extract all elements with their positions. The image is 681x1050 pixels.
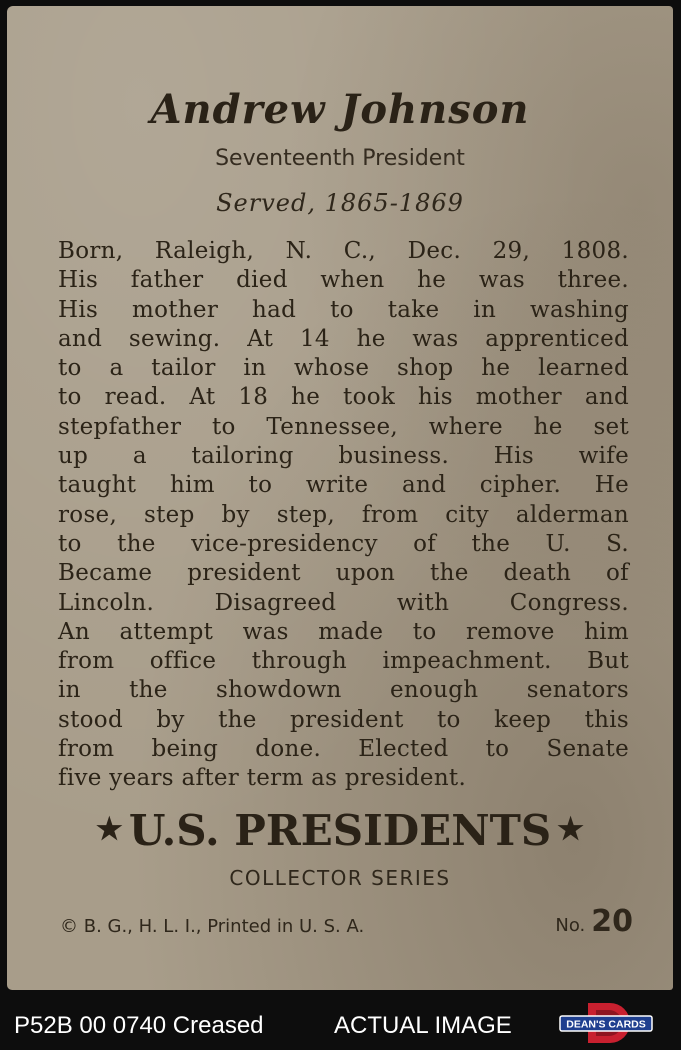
star-icon: ★ (95, 812, 123, 847)
card-number (555, 904, 633, 939)
bio-line: to a tailor in whose shop he learned (58, 355, 629, 382)
actual-image-label: ACTUAL IMAGE (334, 1012, 512, 1039)
bio-line: stood by the president to keep this (58, 706, 629, 733)
trading-card-back (7, 6, 673, 990)
president-ordinal: Seventeenth President (215, 146, 465, 171)
bio-line: Became president upon the death of (58, 560, 629, 587)
bio-line: taught him to write and cipher. He (58, 472, 629, 499)
bio-line: from office through impeachment. But (58, 648, 629, 675)
logo-text: DEAN'S CARDS (566, 1018, 646, 1031)
item-id-label: P52B 00 0740 Creased (14, 1012, 264, 1039)
bio-line: An attempt was made to remove him (58, 618, 629, 645)
bio-line: His father died when he was three. (58, 267, 629, 294)
bio-line: Born, Raleigh, N. C., Dec. 29, 1808. (58, 238, 629, 264)
president-name: Andrew Johnson (150, 86, 530, 133)
bio-line: from being done. Elected to Senate (58, 736, 629, 763)
bio-line: rose, step by step, from city alderman (58, 501, 629, 528)
bio-line: to the vice-presidency of the U. S. (58, 530, 629, 557)
bio-line: five years after term as president. (58, 765, 467, 792)
deans-cards-logo (558, 1001, 654, 1045)
card-number-value: 20 (591, 904, 633, 939)
bio-line: Lincoln. Disagreed with Congress. (58, 589, 629, 616)
bio-line: to read. At 18 he took his mother and (58, 384, 629, 411)
series-title-text: U.S. PRESIDENTS (128, 806, 552, 855)
bio-line: in the showdown enough senators (58, 677, 629, 704)
bio-line: up a tailoring business. His wife (58, 443, 629, 470)
served-years: Served, 1865-1869 (216, 189, 464, 217)
series-subtitle: COLLECTOR SERIES (229, 866, 451, 890)
card-number-label: No. (555, 915, 586, 936)
bio-line: stepfather to Tennessee, where he set (58, 413, 629, 440)
bio-line: and sewing. At 14 he was apprenticed (58, 325, 629, 352)
copyright-line: © B. G., H. L. I., Printed in U. S. A. (60, 916, 365, 937)
bio-line: His mother had to take in washing (58, 296, 629, 323)
star-icon: ★ (557, 812, 585, 847)
biography-text (58, 237, 629, 794)
series-title (7, 806, 673, 855)
